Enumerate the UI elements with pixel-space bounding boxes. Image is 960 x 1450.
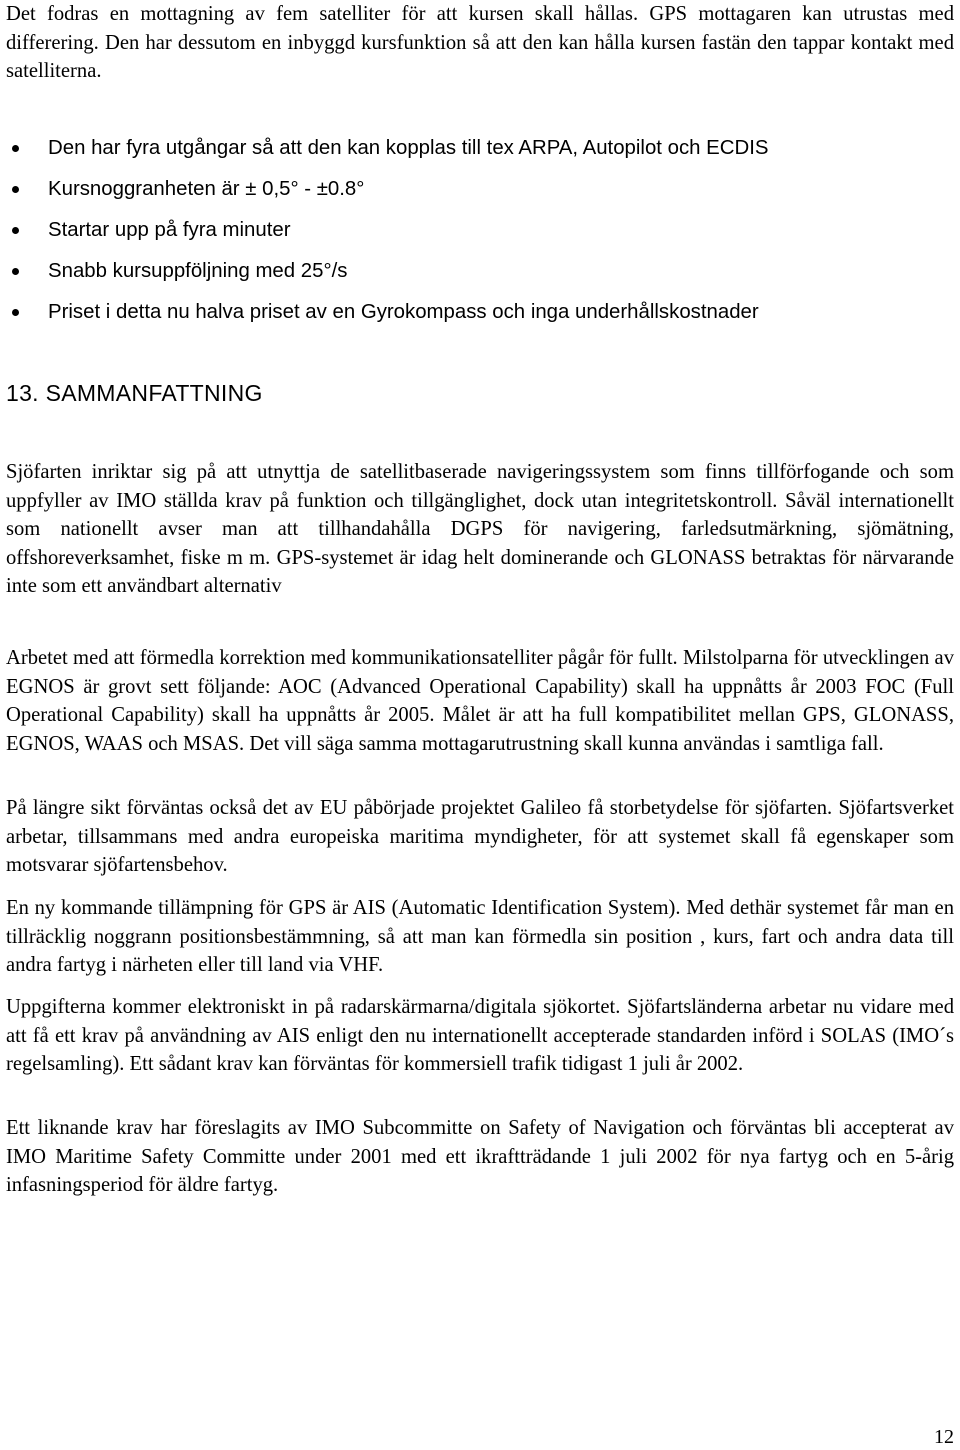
bullet-item (6, 294, 954, 335)
bullet-icon (12, 309, 19, 316)
summary-paragraph-6: Ett liknande krav har föreslagits av IMO Subcommitte on Safety of Navigation och förväntas bli accepterat av IMO Maritime Safety Committe under 2001 med ett ikraftträdande 1 juli 2002 för nya fartyg och en 5-årig infasningsperiod för äldre fartyg. (6, 1117, 954, 1196)
bullet-icon (12, 186, 19, 193)
bullet-item (6, 171, 954, 212)
page-number: 12 (934, 1426, 954, 1448)
bullet-text: Startar upp på fyra minuter (48, 219, 291, 241)
bullet-icon (12, 145, 19, 152)
bullet-icon (12, 227, 19, 234)
bullet-text: Priset i detta nu halva priset av en Gyrokompass och inga underhållskostnader (48, 301, 759, 323)
bullet-icon (12, 268, 19, 275)
summary-paragraph-5: Uppgifterna kommer elektroniskt in på radarskärmarna/digitala sjökortet. Sjöfartsländerna arbetar nu vidare med att få ett krav på användning av AIS enligt den nu internationellt accepterade standarden införd i SOLAS (IMO´s regelsamling). Ett sådant krav kan förväntas för kommersiell trafik tidigast 1 juli år 2002. (6, 996, 954, 1075)
bullet-text: Kursnoggranheten är ± 0,5° - ±0.8° (48, 178, 365, 200)
bullet-item (6, 130, 954, 171)
feature-bullet-list (6, 130, 954, 335)
summary-paragraph-2: Arbetet med att förmedla korrektion med kommunikationsatelliter pågår för fullt. Milstolparna för utvecklingen av EGNOS är grovt sett följande: AOC (Advanced Operational Capability) skall ha uppnåtts år 2003 FOC (Full Operational Capability) skall ha uppnåtts år 2005. Målet är att ha full kompatibilitet mellan GPS, GLONASS, EGNOS, WAAS och MSAS. Det vill säga samma mottagarutrustning skall kunna användas i samtliga fall. (6, 647, 954, 755)
summary-paragraph-1: Sjöfarten inriktar sig på att utnyttja de satellitbaserade navigeringssystem som finns tillförfogande och som uppfyller av IMO ställda krav på funktion och tillgänglighet, dock utan integritetskontroll. Såväl internationellt som nationellt avser man att tillhandahålla DGPS för navigering, farledsutmärkning, sjömätning, offshoreverksamhet, fiske m m. GPS-systemet är idag helt dominerande och GLONASS betraktas för närvarande inte som ett användbart alternativ (6, 461, 954, 597)
summary-paragraph-3: På längre sikt förväntas också det av EU påbörjade projektet Galileo få storbetydelse för sjöfarten. Sjöfartsverket arbetar, tillsammans med andra europeiska maritima myndigheter, för att systemet skall få egenskaper som motsvarar sjöfartensbehov. (6, 797, 954, 876)
bullet-text: Den har fyra utgångar så att den kan kopplas till tex ARPA, Autopilot och ECDIS (48, 137, 769, 159)
intro-paragraph: Det fodras en mottagning av fem satelliter för att kursen skall hållas. GPS mottagaren kan utrustas med differering. Den har dessutom en inbyggd kursfunktion så att den kan hålla kursen fastän den tappar kontakt med satelliterna. (6, 3, 954, 82)
bullet-item (6, 253, 954, 294)
bullet-item (6, 212, 954, 253)
bullet-text: Snabb kursuppföljning med 25°/s (48, 260, 348, 282)
summary-paragraph-4: En ny kommande tillämpning för GPS är AIS (Automatic Identification System). Med dethär systemet får man en tillräcklig noggrann positionsbestämmning, så att man kan förmedla sin position , kurs, fart och andra data till andra fartyg i närheten eller till land via VHF. (6, 897, 954, 976)
section-heading: 13. SAMMANFATTNING (6, 380, 263, 406)
